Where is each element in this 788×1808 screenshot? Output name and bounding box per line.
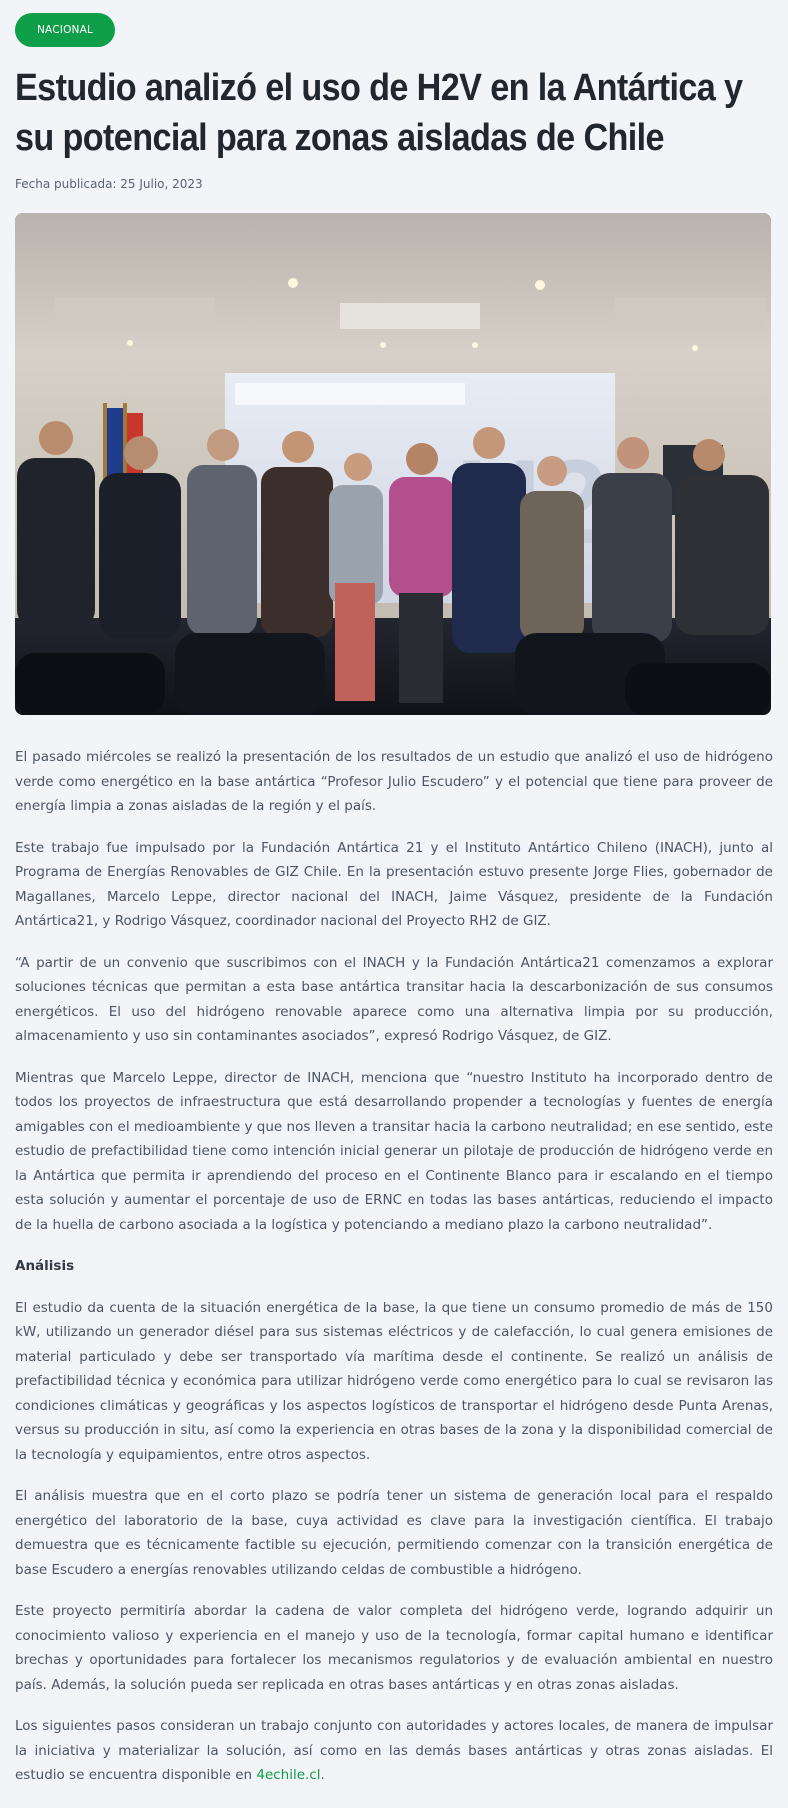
closing-paragraph [15, 1714, 773, 1788]
paragraph: Mientras que Marcelo Leppe, director de INACH, menciona que “nuestro Instituto ha incorporado dentro de todos los proyectos de infraestructura que está desarrollando propender a tecnologías y fuentes de energía amigables con el medioambiente y que nos lleven a transitar hacia la carbono neutralidad; en ese sentido, este estudio de prefactibilidad tiene como intención inicial generar un pilotaje de producción de hidrógeno verde en la Antártica que permita ir aprendiendo del proceso en el Continente Blanco para ir escalando en el tiempo esta solución y aumentar el porcentaje de uso de ERNC en todas las bases antárticas, reduciendo el impacto de la huella de carbono asociada a la logística y potenciando a mediano plazo la carbono neutralidad”. [15, 1069, 773, 1233]
paragraph: “A partir de un convenio que suscribimos con el INACH y la Fundación Antártica21 comenzamos a explorar soluciones técnicas que permitan a esta base antártica transitar hacia la descarbonización de sus consumos energéticos. El uso del hidrógeno renovable aparece como una alternativa limpia por su producción, almacenamiento y uso sin contaminantes asociados”, expresó Rodrigo Vásquez, de GIZ. [15, 954, 773, 1044]
source-link[interactable]: 4echile.cl [256, 1767, 321, 1783]
paragraph: Este proyecto permitiría abordar la cadena de valor completa del hidrógeno verde, logrando adquirir un conocimiento valioso y experiencia en el manejo y uso de la tecnología, formar capital humano e identificar brechas y oportunidades para fortalecer los mecanismos regulatorios y de evaluación ambiental en nuestro país. Además, la solución pueda ser replicada en otras bases antárticas y en otras zonas aisladas. [15, 1603, 773, 1693]
paragraph: Este trabajo fue impulsado por la Fundación Antártica 21 y el Instituto Antártico Chileno (INACH), junto al Programa de Energías Renovables de GIZ Chile. En la presentación estuvo presente Jorge Flies, gobernador de Magallanes, Marcelo Leppe, director nacional del INACH, Jaime Vásquez, presidente de la Fundación Antártica21, y Rodrigo Vásquez, coordinador nacional del Proyecto RH2 de GIZ. [15, 839, 773, 929]
paragraph: El estudio da cuenta de la situación energética de la base, la que tiene un consumo promedio de más de 150 kW, utilizando un generador diésel para sus sistemas eléctricos y de calefacción, lo cual genera emisiones de material particulado y debe ser transportado vía marítima desde el continente. Se realizó un análisis de prefactibilidad técnica y económica para utilizar hidrógeno verde como energético para lo cual se revisaron las condiciones climáticas y geográficas y los aspectos logísticos de transportar el hidrógeno desde Punta Arenas, versus su producción in situ, así como la experiencia en otras bases de la zona y la disponibilidad comercial de la tecnología y equipamientos, entre otros aspectos. [15, 1299, 773, 1463]
section-heading: Análisis [15, 1258, 75, 1274]
hero-photo [15, 213, 771, 715]
page-title: Estudio analizó el uso de H2V en la Antártica y su potencial para zonas aisladas de Chile [15, 67, 743, 159]
category-badge[interactable]: NACIONAL [15, 13, 115, 47]
paragraph: El pasado miércoles se realizó la presentación de los resultados de un estudio que analizó el uso de hidrógeno verde como energético en la base antártica “Profesor Julio Escudero” y el potencial que tiene para proveer de energía limpia a zonas aisladas de la región y el país. [15, 749, 773, 814]
publish-date: Fecha publicada: 25 Julio, 2023 [15, 177, 203, 191]
paragraph: El análisis muestra que en el corto plazo se podría tener un sistema de generación local para el respaldo energético del laboratorio de la base, cuya actividad es clave para la investigación científica. El trabajo demuestra que es técnicamente factible su ejecución, permitiendo comenzar con la transición energética de base Escudero a energías renovables utilizando celdas de combustible a hidrógeno. [15, 1488, 773, 1578]
closing-text: Los siguientes pasos consideran un trabajo conjunto con autoridades y actores locales, de manera de impulsar la iniciativa y materializar la solución, así como en las demás bases antárticas y otras zonas aisladas. El estudio se encuentra disponible en [15, 1718, 773, 1783]
closing-end: . [320, 1767, 325, 1783]
article-body [15, 745, 773, 1788]
